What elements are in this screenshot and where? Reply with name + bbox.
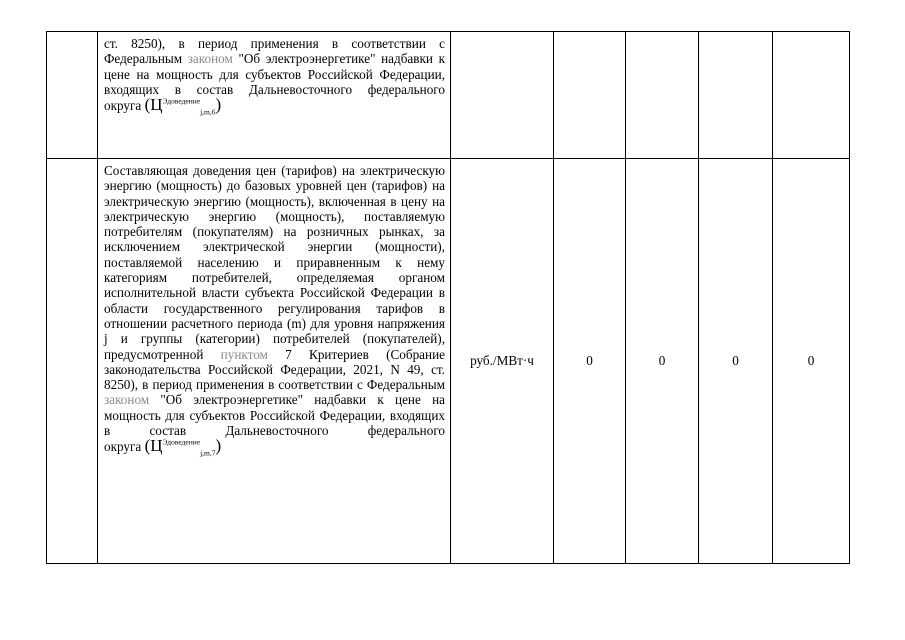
desc-text: округа — [104, 439, 142, 455]
symbol-superscript: Эдоведение — [162, 437, 201, 447]
desc-last-line — [104, 95, 445, 117]
desc-text: "Об электроэнергетике" надбавки к цене на мощность для субъектов Российской Федерации, входящих в состав Дальневосточного федерального — [104, 392, 445, 439]
symbol-base: Ц — [150, 95, 163, 115]
formula-symbol: $(Ц^{Эдоведение}_{j,m,7})$ — [144, 436, 222, 458]
criteria-link[interactable]: пунктом — [220, 346, 268, 362]
table-row — [47, 159, 850, 564]
unit-cell — [451, 32, 554, 159]
row-number-cell — [47, 159, 98, 564]
symbol-subscript: j,m,6 — [200, 107, 216, 117]
value-cell: 0 — [699, 159, 773, 564]
value-cell — [773, 32, 850, 159]
law-link[interactable]: законом — [104, 392, 150, 408]
desc-text: "Об электроэнергетике" надбавки к цене на мощность для субъектов Российской Федерации, входящих в состав Дальневосточного федерального — [104, 51, 445, 97]
row-description — [98, 32, 450, 117]
desc-text: ст. 8250), в период применения в соответствии с Федеральным — [104, 36, 445, 67]
value-cell — [699, 32, 773, 159]
symbol-base: Ц — [150, 436, 163, 456]
row-number-cell — [47, 32, 98, 159]
desc-text: 7 Критериев (Собрание законодательства Российской Федерации, 2021, N 49, ст. 8250), в период применения в соответствии с Федеральным — [104, 346, 446, 393]
value-cell — [626, 32, 699, 159]
symbol-superscript: Эдоведение — [162, 96, 201, 106]
value-cell: 0 — [626, 159, 699, 564]
desc-text: округа — [104, 98, 142, 114]
law-link[interactable]: законом — [187, 51, 233, 67]
tariff-table — [46, 31, 850, 564]
desc-last-line — [104, 436, 445, 458]
formula-symbol: $(Ц^{Эдоведение}_{j,m,6})$ — [144, 95, 222, 117]
description-cell — [98, 32, 451, 159]
value-cell: 0 — [773, 159, 850, 564]
desc-text: Составляющая доведения цен (тарифов) на электрическую энергию (мощность) до базовых уровней цен (тарифов) на электрическую энергию (мощность), включенная в цену на электрическую энергию (мощность), поставляемую потребителям (покупателям) на розничных рынках, за исключением электрической энергии (мощности), поставляемой населению и приравненным к нему категориям потребителей, определяемая органом исполнительной власти субъекта Российской Федерации в области государственного регулирования тарифов в отношении расчетного периода (m) для уровня напряжения j и группы (категории) потребителей (покупателей), предусмотренной — [104, 163, 445, 362]
table-row — [47, 32, 850, 159]
unit-cell: руб./МВт·ч — [451, 159, 554, 564]
symbol-subscript: j,m,7 — [200, 448, 216, 458]
value-cell: 0 — [554, 159, 626, 564]
description-cell — [98, 159, 451, 564]
row-description — [98, 159, 450, 459]
value-cell — [554, 32, 626, 159]
